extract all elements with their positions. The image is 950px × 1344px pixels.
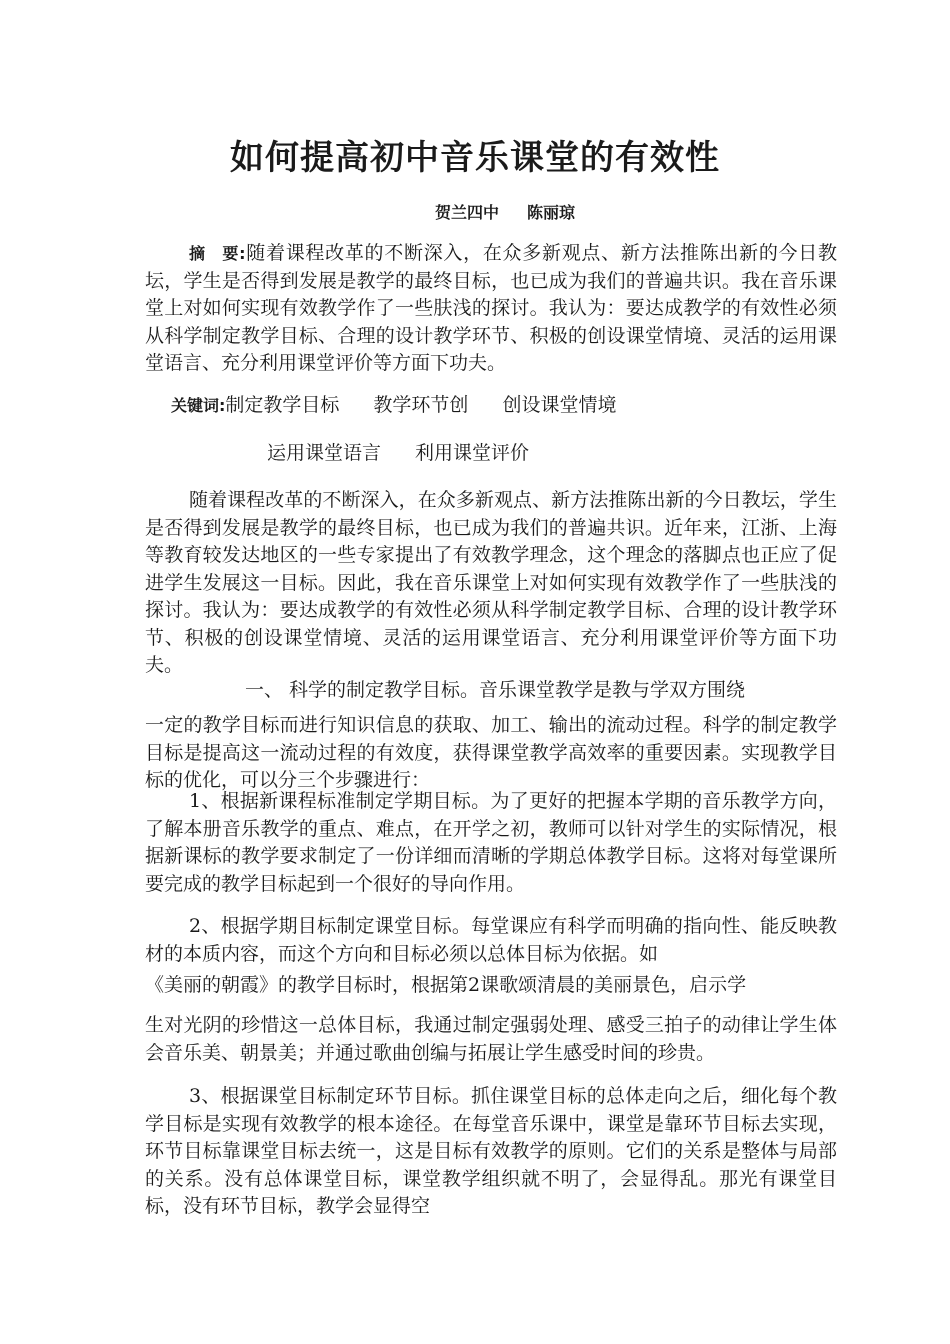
intro-paragraph: 随着课程改革的不断深入，在众多新观点、新方法推陈出新的今日教坛，学生是否得到发展是教学的最终目标，也已成为我们的普遍共识。近年来，江浙、上海等教育较发达地区的一些专家提出了有效教学理念，这个理念的落脚点也正应了促进学生发展这一目标。因此，我在音乐课堂上对如何实现有效教学作了一些肤浅的探讨。我认为：要达成教学的有效性必须从科学制定教学目标、合理的设计教学环节、积极的创设课堂情境、灵活的运用课堂语言、充分利用课堂评价等方面下功夫。 xyxy=(145,489,837,676)
page-title: 如何提高初中音乐课堂的有效性 xyxy=(230,138,720,178)
abstract-label: 摘 要: xyxy=(189,244,246,263)
abstract-text: 随着课程改革的不断深入，在众多新观点、新方法推陈出新的今日教坛，学生是否得到发展是教学的最终目标，也已成为我们的普遍共识。我在音乐课堂上对如何实现有效教学作了一些肤浅的探讨。我认为：要达成教学的有效性必须从科学制定教学目标、合理的设计教学环节、积极的创设课堂情境、灵活的运用课堂语言、充分利用课堂评价等方面下功夫。 xyxy=(145,242,837,374)
keyword: 创设课堂情境 xyxy=(502,394,617,416)
section-1-body: 一定的教学目标而进行知识信息的获取、加工、输出的流动过程。科学的制定教学目标是提高这一流动过程的有效度，获得课堂教学高效率的重要因素。实现教学目标的优化，可以分三个步骤进行： xyxy=(145,714,837,791)
keyword: 制定教学目标 xyxy=(225,394,340,416)
step-1-paragraph: 1、根据新课程标准制定学期目标。为了更好的把握本学期的音乐教学方向，了解本册音乐教学的重点、难点，在开学之初，教师可以针对学生的实际情况，根据新课标的教学要求制定了一份详细而清晰的学期总体教学目标。这将对每堂课所要完成的教学目标起到一个很好的导向作用。 xyxy=(145,790,837,895)
section-1-heading: 一、 科学的制定教学目标。音乐课堂教学是教与学双方围绕 xyxy=(245,679,746,701)
author-school: 贺兰四中 xyxy=(435,203,500,222)
keyword: 教学环节创 xyxy=(373,394,469,416)
step-2-paragraph: 2、根据学期目标制定课堂目标。每堂课应有科学而明确的指向性、能反映教材的本质内容，而这个方向和目标必须以总体目标为依据。如 xyxy=(145,915,837,965)
step-2-continued: 生对光阴的珍惜这一总体目标，我通过制定强弱处理、感受三拍子的动律让学生体会音乐美、朝景美；并通过歌曲创编与拓展让学生感受时间的珍贵。 xyxy=(145,1014,837,1064)
author-name: 陈丽琼 xyxy=(527,203,576,222)
author-line xyxy=(435,200,575,223)
keywords-line-2 xyxy=(145,440,837,468)
step-2-line: 《美丽的朝霞》的教学目标时，根据第2课歌颂清晨的美丽景色，启示学 xyxy=(145,974,747,996)
step-3-paragraph: 3、根据课堂目标制定环节目标。抓住课堂目标的总体走向之后，细化每个教学目标是实现有效教学的根本途径。在每堂音乐课中，课堂是靠环节目标去实现，环节目标靠课堂目标去统一，这是目标有效教学的原则。它们的关系是整体与局部的关系。没有总体课堂目标，课堂教学组织就不明了，会显得乱。那光有课堂目标，没有环节目标，教学会显得空 xyxy=(145,1085,837,1217)
abstract-paragraph xyxy=(145,240,837,378)
keywords-label: 关键词: xyxy=(171,396,226,415)
keywords-line-1 xyxy=(145,392,837,420)
keyword: 运用课堂语言 xyxy=(267,442,382,464)
keyword: 利用课堂评价 xyxy=(415,442,530,464)
